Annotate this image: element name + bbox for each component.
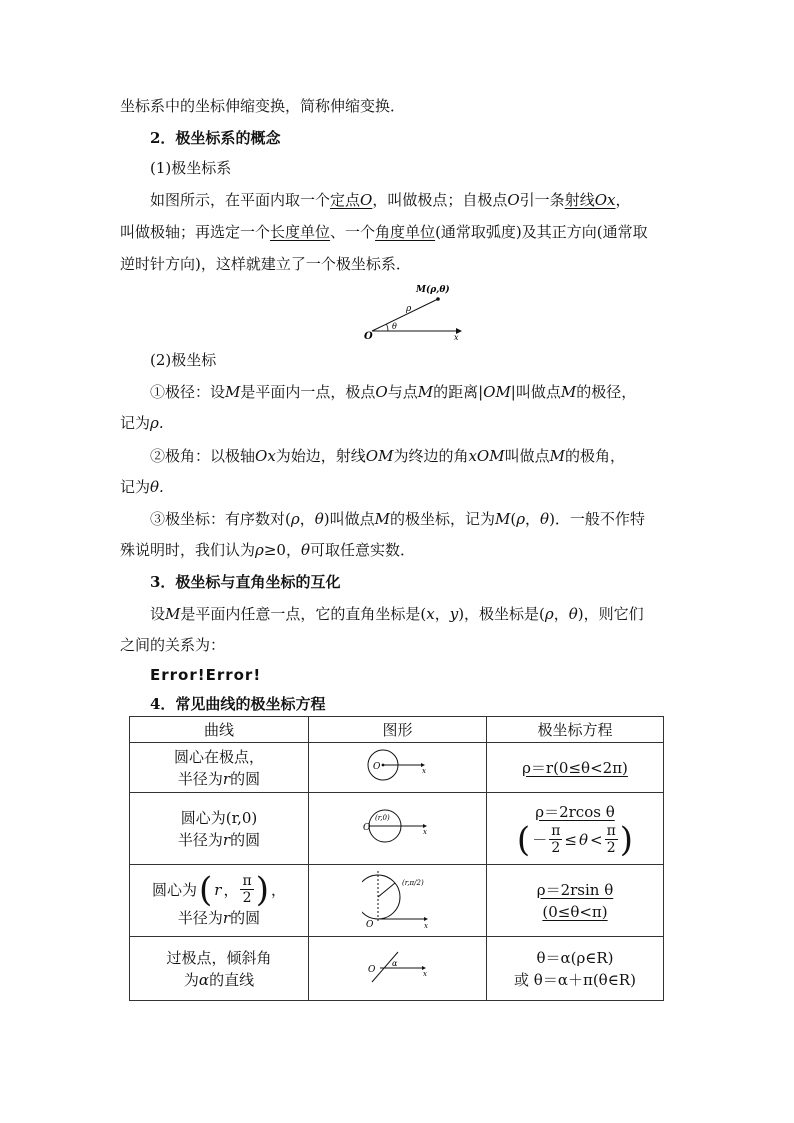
- polar-system-paragraph-line1: 如图所示，在平面内取一个定点O，叫做极点；自极点O引一条射线Ox，: [150, 191, 631, 209]
- axis-x-label: x: [421, 766, 426, 775]
- subsection-polar-coordinate: (2)极坐标: [150, 351, 217, 369]
- pole-label: O: [365, 919, 373, 929]
- axis-arrow: [424, 917, 428, 921]
- pole-label: O: [372, 761, 380, 772]
- pole-label: O: [367, 964, 375, 975]
- table-row: [130, 937, 664, 1001]
- section-2-heading: 2．极坐标系的概念: [150, 129, 281, 147]
- axis-x-label: x: [454, 333, 459, 342]
- polar-system-paragraph-line3: 逆时针方向)，这样就建立了一个极坐标系．: [120, 255, 411, 273]
- center-label: (r,0): [374, 813, 390, 822]
- rho-label: ρ: [406, 304, 412, 314]
- center-label: (r,π/2): [401, 878, 424, 887]
- axis-x-label: x: [422, 969, 427, 978]
- circle-at-pole-figure: [363, 747, 433, 783]
- curves-table: [129, 716, 664, 1001]
- polar-radius-line2: 记为ρ.: [120, 414, 164, 432]
- section-4-heading: 4．常见曲线的极坐标方程: [150, 695, 326, 713]
- row4-equation-cell: θ＝α(ρ∈R) 或 θ＝α＋π(θ∈R): [487, 937, 664, 1001]
- point-m-dot: [436, 297, 440, 301]
- polar-coordinate-line1: ③极坐标：有序数对(ρ，θ)叫做点M的极坐标，记为M(ρ，θ)．一般不作特: [150, 510, 645, 528]
- subsection-polar-system: (1)极坐标系: [150, 159, 232, 177]
- axis-x-label: x: [423, 921, 428, 929]
- polar-angle-line1: ②极角：以极轴Ox为始边，射线OM为终边的角xOM叫做点M的极角，: [150, 447, 625, 465]
- pole-o-label: O: [364, 331, 373, 342]
- theta-label: θ: [392, 322, 397, 331]
- conversion-paragraph-line1: 设M是平面内任意一点，它的直角坐标是(x，y)，极坐标是(ρ，θ)，则它们: [150, 605, 644, 623]
- row3-equation-cell: ρ＝2rsin θ (0≤θ<π): [487, 865, 664, 937]
- radius-line: [378, 883, 395, 897]
- row2-figure-cell: [309, 793, 487, 865]
- row4-curve-cell: 过极点，倾斜角 为α的直线: [130, 937, 309, 1001]
- theta-range-expression: ( － $\frac{\pi}{2}$ ≤ θ < $\frac{\pi}{2}$ ): [516, 819, 634, 860]
- section-3-heading: 3．极坐标与直角坐标的互化: [150, 573, 341, 591]
- header-curve: 曲线: [130, 717, 309, 743]
- row1-curve-cell: 圆心在极点， 半径为r的圆: [130, 743, 309, 793]
- intro-tail-paragraph: 坐标系中的坐标伸缩变换，简称伸缩变换．: [120, 97, 406, 115]
- header-equation: 极坐标方程: [487, 717, 664, 743]
- circle-center-r0-figure: [363, 804, 433, 848]
- row4-figure-cell: [309, 937, 487, 1001]
- pole-label: O: [362, 822, 370, 833]
- row2-curve-cell: 圆心为(r,0) 半径为r的圆: [130, 793, 309, 865]
- circle-center-r-pi2-figure: [362, 867, 434, 929]
- row1-figure-cell: [309, 743, 487, 793]
- conversion-paragraph-line2: 之间的关系为：: [120, 636, 226, 654]
- row2-equation-cell: ρ＝2rcos θ ( － $\frac{\pi}{2}$ ≤ θ < $\frac{\pi}{2}$ ): [487, 793, 664, 865]
- header-figure: 图形: [309, 717, 487, 743]
- row1-equation-cell: ρ＝r(0≤θ<2π): [487, 743, 664, 793]
- angle-arc: [387, 324, 389, 331]
- row3-curve-cell: 圆心为 ( r ， $\frac{\pi}{2}$ ) ， 半径为r的圆: [130, 865, 309, 937]
- point-m-label: M(ρ,θ): [416, 285, 450, 295]
- error-formula-placeholder: Error!Error!: [150, 666, 262, 684]
- line-through-pole-figure: [362, 946, 434, 986]
- table-row: [130, 793, 664, 865]
- axis-x-label: x: [422, 827, 427, 836]
- polar-radius-line1: ①极径：设M是平面内一点，极点O与点M的距离|OM|叫做点M的极径，: [150, 383, 637, 401]
- polar-angle-line2: 记为θ.: [120, 478, 164, 496]
- radius-line-om: [372, 299, 438, 331]
- polar-system-figure: [362, 282, 466, 342]
- table-row: [130, 743, 664, 793]
- polar-coordinate-line2: 殊说明时，我们认为ρ≥0，θ可取任意实数．: [120, 541, 416, 559]
- alpha-label: α: [391, 958, 397, 968]
- table-header-row: [130, 717, 664, 743]
- polar-system-paragraph-line2: 叫做极轴；再选定一个长度单位、一个角度单位(通常取弧度)及其正方向(通常取: [120, 223, 648, 241]
- table-row: [130, 865, 664, 937]
- circle-shape: [362, 875, 400, 919]
- row3-figure-cell: [309, 865, 487, 937]
